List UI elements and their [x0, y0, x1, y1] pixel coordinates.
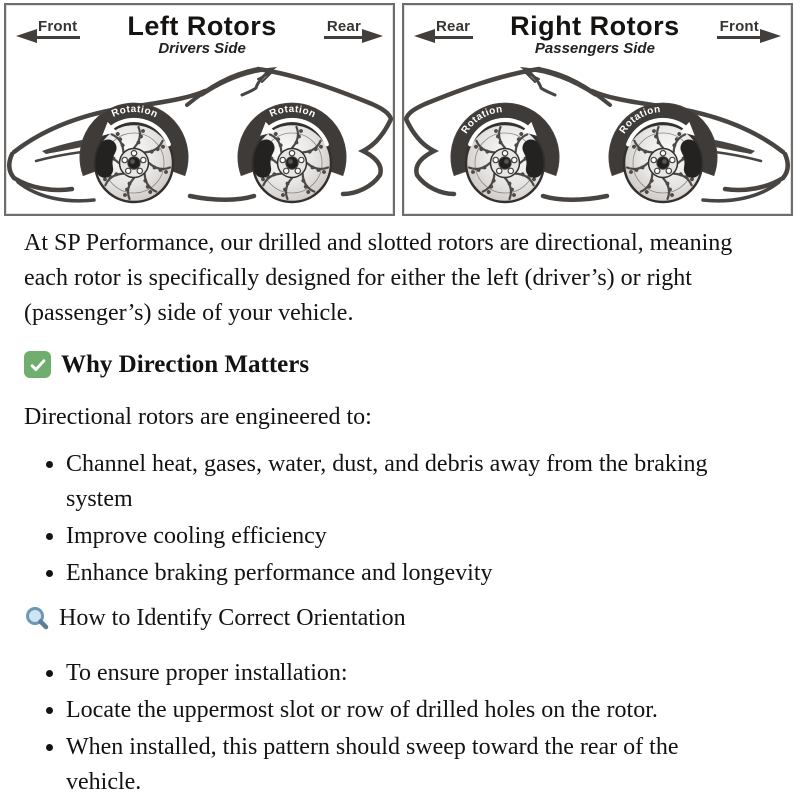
check-mark-icon [24, 351, 51, 378]
arrow-left-icon [414, 29, 435, 43]
article [0, 226, 800, 800]
panel-title: Right Rotors [510, 11, 680, 41]
left-rotors-panel [4, 3, 395, 216]
panel-subtitle: Drivers Side [158, 40, 246, 58]
panel-header [404, 5, 791, 57]
why-direction-heading [24, 347, 745, 382]
heading-text: How to Identify Correct Orientation [59, 605, 406, 631]
list-item: • Improve cooling efficiency [66, 519, 745, 554]
right-rotors-panel [402, 3, 793, 216]
rear-direction-label [414, 18, 473, 39]
rotation-label: Rotation [617, 103, 662, 136]
list-item: • Locate the uppermost slot or row of drilled holes on the rotor. [66, 693, 745, 728]
direction-text: Front [717, 18, 762, 39]
benefits-list [24, 447, 745, 591]
list-item: • To ensure proper installation: [66, 656, 745, 691]
front-direction-label [717, 18, 781, 39]
list-item: • When installed, this pattern should sweep toward the rear of the vehicle. [66, 730, 745, 800]
panel-titles [80, 12, 324, 57]
rotation-label: Rotation [459, 103, 504, 136]
rear-direction-label [324, 18, 383, 39]
panel-titles [473, 12, 717, 57]
arrow-right-icon [362, 29, 383, 43]
arrow-right-icon [760, 29, 781, 43]
rotation-label: Rotation [110, 103, 160, 121]
list-item: • Channel heat, gases, water, dust, and debris away from the braking system [66, 447, 745, 517]
intro-paragraph: At SP Performance, our drilled and slotted rotors are directional, meaning each rotor is specifically designed for either the left (driver’s) or right (passenger’s) side of your vehicle. [24, 230, 733, 326]
identify-list [24, 656, 745, 800]
panel-subtitle: Passengers Side [534, 40, 655, 58]
car-diagram-right [404, 55, 791, 213]
lead-paragraph: Directional rotors are engineered to: [24, 404, 372, 430]
rotor-direction-figure [4, 3, 793, 216]
heading-text: Why Direction Matters [61, 351, 310, 378]
identify-heading [24, 601, 745, 636]
panel-title: Left Rotors [127, 11, 277, 41]
direction-text: Rear [433, 18, 473, 39]
rotation-label: Rotation [268, 103, 318, 121]
panel-header [6, 5, 393, 57]
direction-text: Rear [324, 18, 364, 39]
front-direction-label [16, 18, 80, 39]
list-item: • Enhance braking performance and longevity [66, 556, 745, 591]
magnifying-glass-icon [24, 605, 52, 633]
direction-text: Front [35, 18, 80, 39]
arrow-left-icon [16, 29, 37, 43]
car-diagram-left [6, 55, 393, 213]
